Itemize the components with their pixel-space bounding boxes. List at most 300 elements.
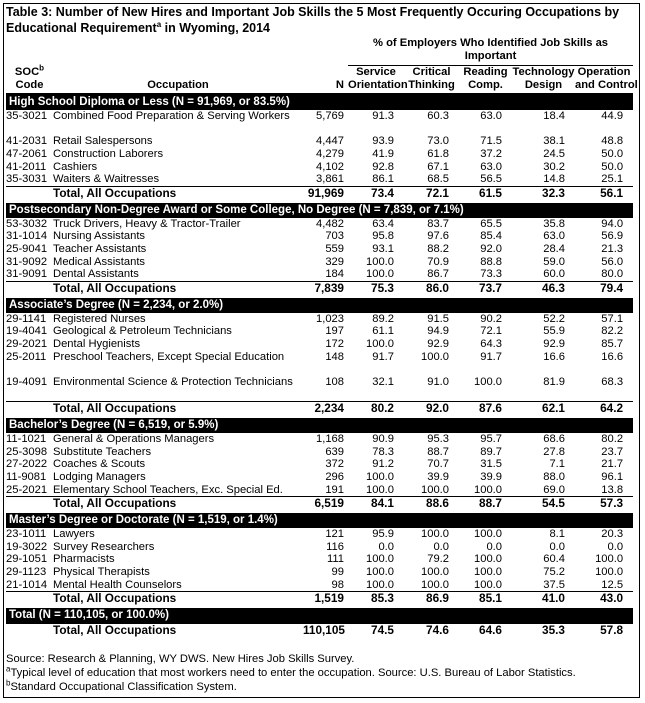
total-critical-thinking-cell: 72.1 [404,186,459,200]
skill-operation-control-cell: 96.1 [601,471,624,484]
table-row [6,243,633,256]
skill-service-orientation-cell: 91.2 [372,458,394,471]
table-row [6,256,633,269]
n-cell: 639 [325,445,344,458]
soc-code-cell: 29-1051 [6,553,48,566]
occupation-cell: Cashiers [53,160,98,173]
table-row [6,148,633,161]
skill-critical-thinking-cell: 100.0 [421,566,449,579]
skill-reading-comp-cell: 63.0 [480,160,502,173]
occupation-cell: General & Operations Managers [53,433,215,446]
n-cell: 4,482 [316,217,344,230]
skill-operation-control-cell: 16.6 [601,350,624,363]
skill-reading-comp-cell: 100.0 [474,566,502,579]
skill-reading-comp-cell: 56.5 [480,173,502,186]
n-header: N [303,66,348,95]
footnote-b-marker: b [6,678,11,688]
skill-critical-thinking-cell: 88.7 [427,445,449,458]
skill-critical-thinking-cell: 79.2 [427,553,449,566]
table-label: Table 3: [6,5,53,19]
skill-header-line2: Orientation [348,78,408,91]
skill-technology-design-cell: 37.5 [543,578,565,591]
n-cell: 148 [325,350,344,363]
skill-service-orientation-cell: 78.3 [372,445,394,458]
n-cell: 4,279 [316,147,344,160]
total-label: Total, All Occupations [53,624,303,638]
total-soc-empty [6,592,53,606]
soc-code-cell: 23-1011 [6,528,47,541]
skill-technology-design-cell: 28.4 [543,242,565,255]
skill-service-orientation-cell: 32.1 [372,375,394,388]
skill-technology-design-cell: 18.4 [543,110,565,122]
total-soc-empty [6,402,53,416]
soc-code-cell: 41-2031 [6,135,48,148]
total-technology-design-cell: 32.3 [512,186,575,200]
soc-code-cell: 25-9041 [6,242,48,255]
soc-code-cell: 19-4041 [6,325,48,338]
soc-code-cell: 29-1141 [6,312,47,325]
skill-reading-comp-cell: 73.3 [480,268,502,281]
soc-code-cell: 53-3032 [6,217,48,230]
section-title: Postsecondary Non-Degree Award or Some College, No Degree (N = 7,839, or 7.1%) [6,203,633,218]
n-cell: 4,447 [316,135,344,148]
skill-header-reading [459,66,512,95]
skill-critical-thinking-cell: 100.0 [421,350,449,363]
skill-operation-control-cell: 20.3 [601,528,624,541]
skill-header-line2: Thinking [408,78,455,91]
footnote-a-marker: a [6,664,11,674]
skill-service-orientation-cell: 100.0 [366,578,394,591]
table-row [6,173,633,186]
source-note: Source: Research & Planning, WY DWS. New Hires Job Skills Survey. [6,653,355,665]
total-operation-control-cell: 56.1 [575,186,633,200]
skill-reading-comp-cell: 100.0 [474,483,502,496]
skill-service-orientation-cell: 86.1 [372,173,394,186]
skill-reading-comp-cell: 0.0 [486,540,502,553]
table-row [6,313,633,326]
total-reading-comp-cell: 73.7 [459,281,512,295]
skill-technology-design-cell: 68.6 [543,433,565,446]
n-cell: 98 [331,578,344,591]
total-service-orientation-cell: 74.5 [348,624,404,638]
section-header-row [6,608,633,624]
total-critical-thinking-cell: 92.0 [404,402,459,416]
occupation-cell: Construction Laborers [53,147,164,160]
skill-critical-thinking-cell: 92.9 [427,337,449,350]
skill-reading-comp-cell: 91.7 [480,350,502,363]
total-n-cell: 6,519 [303,497,348,511]
section-header-row [6,513,633,528]
total-reading-comp-cell: 64.6 [459,624,512,638]
skill-technology-design-cell: 35.8 [543,217,565,230]
skill-critical-thinking-cell: 97.6 [427,230,449,243]
skill-critical-thinking-cell: 39.9 [427,471,449,484]
soc-code-cell: 31-1014 [6,230,48,243]
soc-code-cell: 21-1014 [6,578,48,591]
occupation-cell: Waiters & Waitresses [53,173,160,186]
total-operation-control-cell: 57.3 [575,497,633,511]
skill-reading-comp-cell: 100.0 [474,553,502,566]
skill-technology-design-cell: 24.5 [543,147,565,160]
skill-critical-thinking-cell: 73.0 [427,135,449,148]
total-service-orientation-cell: 73.4 [348,186,404,200]
n-cell: 197 [325,325,344,338]
occupation-cell: Registered Nurses [53,312,146,325]
skill-operation-control-cell: 21.3 [601,242,624,255]
total-service-orientation-cell: 85.3 [348,592,404,606]
occupation-cell: Geological & Petroleum Technicians [53,325,232,338]
skill-operation-control-cell: 44.9 [601,110,624,122]
skill-critical-thinking-cell: 100.0 [421,578,449,591]
section-spacer [6,637,633,640]
total-technology-design-cell: 41.0 [512,592,575,606]
skill-technology-design-cell: 88.0 [543,471,565,484]
skill-service-orientation-cell: 91.7 [372,350,394,363]
skill-critical-thinking-cell: 61.8 [427,147,449,160]
skill-operation-control-cell: 100.0 [595,566,624,579]
skill-technology-design-cell: 63.0 [543,230,565,243]
total-critical-thinking-cell: 74.6 [404,624,459,638]
soc-code-cell: 19-4091 [6,375,48,388]
section-title: Bachelor’s Degree (N = 6,519, or 5.9%) [6,418,633,433]
soc-code-cell: 29-2021 [6,337,48,350]
skill-technology-design-cell: 60.4 [543,553,565,566]
occupation-cell: Lodging Managers [53,471,146,484]
skill-critical-thinking-cell: 67.1 [427,160,449,173]
table-row [6,541,633,554]
occupation-cell: Lawyers [53,528,95,541]
skill-critical-thinking-cell: 0.0 [433,540,449,553]
skill-critical-thinking-cell: 100.0 [421,483,449,496]
skill-service-orientation-cell: 100.0 [366,566,394,579]
title-text: Number of New Hires and Important Job Skills the 5 Most Frequently Occuring Occupations by Educational Requirement [6,5,620,35]
skill-service-orientation-cell: 100.0 [366,337,394,350]
soc-code-cell: 31-9092 [6,255,48,268]
table-row [6,471,633,484]
table-row [6,566,633,579]
section-spacer-cell [6,637,633,640]
skill-operation-control-cell: 85.7 [601,337,624,350]
section-title: High School Diploma or Less (N = 91,969, or 83.5%) [6,94,633,110]
table-row [6,230,633,243]
skill-operation-control-cell: 0.0 [607,540,624,553]
soc-header-label: SOC [14,66,40,78]
skill-service-orientation-cell: 89.2 [372,312,394,325]
skill-service-orientation-cell: 100.0 [366,268,394,281]
total-soc-empty [6,186,53,200]
total-service-orientation-cell: 75.3 [348,281,404,295]
skill-critical-thinking-cell: 94.9 [427,325,449,338]
section-header-row [6,418,633,433]
skill-header-line1: Technology [512,66,575,78]
total-service-orientation-cell: 84.1 [348,497,404,511]
skill-reading-comp-cell: 72.1 [480,325,502,338]
skill-service-orientation-cell: 100.0 [366,255,394,268]
skill-reading-comp-cell: 31.5 [480,458,502,471]
table-row [6,433,633,446]
footnote-a-text: Typical level of education that most workers need to enter the occupation. Source: U.S. Bureau of Labor Statistics. [10,667,576,679]
n-cell: 1,168 [316,433,344,446]
soc-code-cell: 31-9091 [6,268,48,281]
table-row [6,528,633,541]
total-operation-control-cell: 43.0 [575,592,633,606]
skill-critical-thinking-cell: 91.5 [427,312,449,325]
table-row [6,135,633,148]
skill-header-critical [404,66,459,95]
soc-code-cell: 29-1123 [6,566,47,579]
skill-technology-design-cell: 27.8 [543,445,565,458]
skill-service-orientation-cell: 100.0 [366,483,394,496]
skill-header-service [348,66,408,95]
skill-technology-design-cell: 59.0 [543,255,565,268]
skill-reading-comp-cell: 37.2 [480,147,502,160]
skill-operation-control-cell: 80.0 [601,268,624,281]
total-technology-design-cell: 35.3 [512,624,575,638]
skill-header-line1: Service [356,66,396,78]
skill-header-line2: Comp. [468,78,503,91]
skill-critical-thinking-cell: 86.7 [427,268,449,281]
occupation-cell: Truck Drivers, Heavy & Tractor-Trailer [53,217,241,230]
skill-operation-control-cell: 13.8 [601,483,624,496]
skill-header-line1: Operation [577,66,631,78]
skill-reading-comp-cell: 88.8 [480,255,502,268]
skill-operation-control-cell: 80.2 [601,433,624,446]
section-header-row [6,298,633,313]
skill-technology-design-cell: 75.2 [543,566,565,579]
skill-technology-design-cell: 16.6 [543,350,565,363]
n-cell: 99 [331,566,344,579]
footnote-b-text: Standard Occupational Classification System. [10,681,237,693]
total-technology-design-cell: 46.3 [512,281,575,295]
total-row [6,497,633,511]
occupation-cell: Physical Therapists [53,566,150,579]
soc-footnote-marker: b [39,63,45,73]
soc-code-cell: 25-3098 [6,445,48,458]
skill-header-technology [512,66,575,95]
section-title: Master’s Degree or Doctorate (N = 1,519, or 1.4%) [6,513,633,528]
skill-technology-design-cell: 7.1 [549,458,565,471]
skill-reading-comp-cell: 100.0 [474,528,502,541]
skill-service-orientation-cell: 61.1 [372,325,394,338]
occupation-cell: Coaches & Scouts [53,458,146,471]
code-header-label: Code [15,78,44,91]
skill-reading-comp-cell: 64.3 [480,337,502,350]
occupation-cell: Medical Assistants [53,255,146,268]
n-cell: 172 [325,337,344,350]
skill-critical-thinking-cell: 83.7 [427,217,449,230]
total-soc-empty [6,624,53,638]
n-cell: 108 [325,375,344,388]
soc-code-cell: 25-2021 [6,483,48,496]
skill-critical-thinking-cell: 91.0 [427,375,449,388]
skill-service-orientation-cell: 91.3 [372,110,394,122]
skill-service-orientation-cell: 100.0 [366,471,394,484]
total-n-cell: 7,839 [303,281,348,295]
n-cell: 184 [325,268,344,281]
section-header-row [6,94,633,110]
skill-service-orientation-cell: 100.0 [366,553,394,566]
skill-operation-control-cell: 48.8 [601,135,624,148]
n-cell: 329 [325,255,344,268]
skill-technology-design-cell: 38.1 [543,135,565,148]
table-row [6,351,633,376]
total-operation-control-cell: 57.8 [575,624,633,638]
total-critical-thinking-cell: 88.6 [404,497,459,511]
soc-code-cell: 11-1021 [6,433,47,446]
skill-header-line2: Design [524,78,563,91]
skill-service-orientation-cell: 63.4 [372,217,394,230]
table-row [6,553,633,566]
table-row [6,338,633,351]
skill-operation-control-cell: 50.0 [601,160,624,173]
n-cell: 4,102 [316,160,344,173]
occupation-cell: Dental Hygienists [53,337,141,350]
total-n-cell: 91,969 [303,186,348,200]
total-row [6,624,633,638]
n-cell: 3,861 [316,173,344,186]
total-soc-empty [6,497,53,511]
total-row [6,281,633,295]
total-reading-comp-cell: 87.6 [459,402,512,416]
total-label: Total, All Occupations [53,186,303,200]
skill-operation-control-cell: 25.1 [601,173,624,186]
soc-code-header [6,63,53,95]
n-cell: 296 [325,471,344,484]
skill-reading-comp-cell: 100.0 [474,375,502,388]
skill-header-line1: Critical [412,66,451,78]
skill-service-orientation-cell: 93.9 [372,135,394,148]
occupation-cell: Environmental Science & Protection Technicians [53,375,293,388]
total-row [6,186,633,200]
total-label: Total, All Occupations [53,402,303,416]
skill-service-orientation-cell: 93.1 [372,242,394,255]
skill-operation-control-cell: 100.0 [595,553,624,566]
skill-technology-design-cell: 92.9 [543,337,565,350]
skill-critical-thinking-cell: 88.2 [427,242,449,255]
total-label: Total, All Occupations [53,497,303,511]
skill-reading-comp-cell: 89.7 [480,445,502,458]
total-row [6,592,633,606]
skill-reading-comp-cell: 100.0 [474,578,502,591]
skill-operation-control-cell: 94.0 [601,217,624,230]
total-service-orientation-cell: 80.2 [348,402,404,416]
table-title [6,4,631,36]
skill-operation-control-cell: 68.3 [601,375,624,388]
section-title: Associate’s Degree (N = 2,234, or 2.0%) [6,298,633,313]
total-row [6,402,633,416]
total-critical-thinking-cell: 86.9 [404,592,459,606]
table-body [6,94,633,640]
table-row [6,268,633,281]
skill-reading-comp-cell: 85.4 [480,230,502,243]
table-row [6,325,633,338]
skill-service-orientation-cell: 95.8 [372,230,394,243]
total-n-cell: 110,105 [303,624,348,638]
table-row [6,376,633,402]
total-n-cell: 2,234 [303,402,348,416]
occupation-cell: Pharmacists [53,553,115,566]
n-cell: 116 [326,540,344,553]
header-spacer [6,37,348,66]
skill-reading-comp-cell: 90.2 [480,312,502,325]
occupation-cell: Survey Researchers [53,540,155,553]
pct-group-header: % of Employers Who Identified Job Skills as Important [348,37,633,66]
total-label: Total, All Occupations [53,592,303,606]
n-cell: 5,769 [316,110,344,122]
table-row [6,484,633,497]
skill-header-line2: and Control [575,78,638,91]
total-technology-design-cell: 62.1 [512,402,575,416]
table-row [6,579,633,592]
skill-technology-design-cell: 81.9 [543,375,565,388]
skill-critical-thinking-cell: 70.7 [427,458,449,471]
skill-header-line1: Reading [463,66,508,78]
skill-technology-design-cell: 0.0 [549,540,565,553]
skill-service-orientation-cell: 41.9 [372,147,394,160]
total-technology-design-cell: 54.5 [512,497,575,511]
total-label: Total, All Occupations [53,281,303,295]
occupation-cell: Dental Assistants [53,268,139,281]
occupation-cell: Teacher Assistants [53,242,147,255]
occupation-header: Occupation [53,66,303,95]
skill-reading-comp-cell: 63.0 [480,110,502,122]
skill-critical-thinking-cell: 100.0 [421,528,449,541]
n-cell: 1,023 [316,312,344,325]
section-header-row [6,203,633,218]
skill-reading-comp-cell: 39.9 [480,471,502,484]
soc-code-cell: 47-2061 [6,147,48,160]
footnote-a [6,666,576,680]
n-cell: 559 [325,242,344,255]
n-cell: 121 [325,528,344,541]
total-critical-thinking-cell: 86.0 [404,281,459,295]
skill-critical-thinking-cell: 60.3 [427,110,449,122]
skill-technology-design-cell: 60.0 [543,268,565,281]
occupation-cell: Preschool Teachers, Except Special Education [53,350,285,363]
soc-code-cell: 25-2011 [6,350,47,363]
skill-operation-control-cell: 56.0 [601,255,624,268]
skill-operation-control-cell: 56.9 [601,230,624,243]
total-reading-comp-cell: 88.7 [459,497,512,511]
skill-service-orientation-cell: 92.8 [372,160,394,173]
skill-technology-design-cell: 30.2 [543,160,565,173]
skill-reading-comp-cell: 92.0 [480,242,502,255]
occupation-cell: Nursing Assistants [53,230,146,243]
occupation-cell: Retail Salespersons [53,135,153,148]
total-soc-empty [6,281,53,295]
skill-technology-design-cell: 8.1 [549,528,565,541]
soc-code-cell: 35-3031 [6,173,48,186]
data-table [6,37,638,640]
table-row [6,218,633,231]
n-cell: 191 [325,483,344,496]
table-row [6,446,633,459]
skill-operation-control-cell: 21.7 [601,458,624,471]
table-row [6,161,633,174]
total-reading-comp-cell: 85.1 [459,592,512,606]
n-cell: 111 [326,553,344,566]
skill-operation-control-cell: 12.5 [601,578,624,591]
footnote-b [6,680,576,694]
occupation-cell: Elementary School Teachers, Exc. Special Ed. [53,483,283,496]
total-operation-control-cell: 64.2 [575,402,633,416]
skill-operation-control-cell: 82.2 [601,325,624,338]
skill-technology-design-cell: 14.8 [543,173,565,186]
skill-operation-control-cell: 23.7 [601,445,624,458]
skill-header-operation [575,66,638,95]
skill-reading-comp-cell: 95.7 [480,433,502,446]
skill-critical-thinking-cell: 70.9 [427,255,449,268]
